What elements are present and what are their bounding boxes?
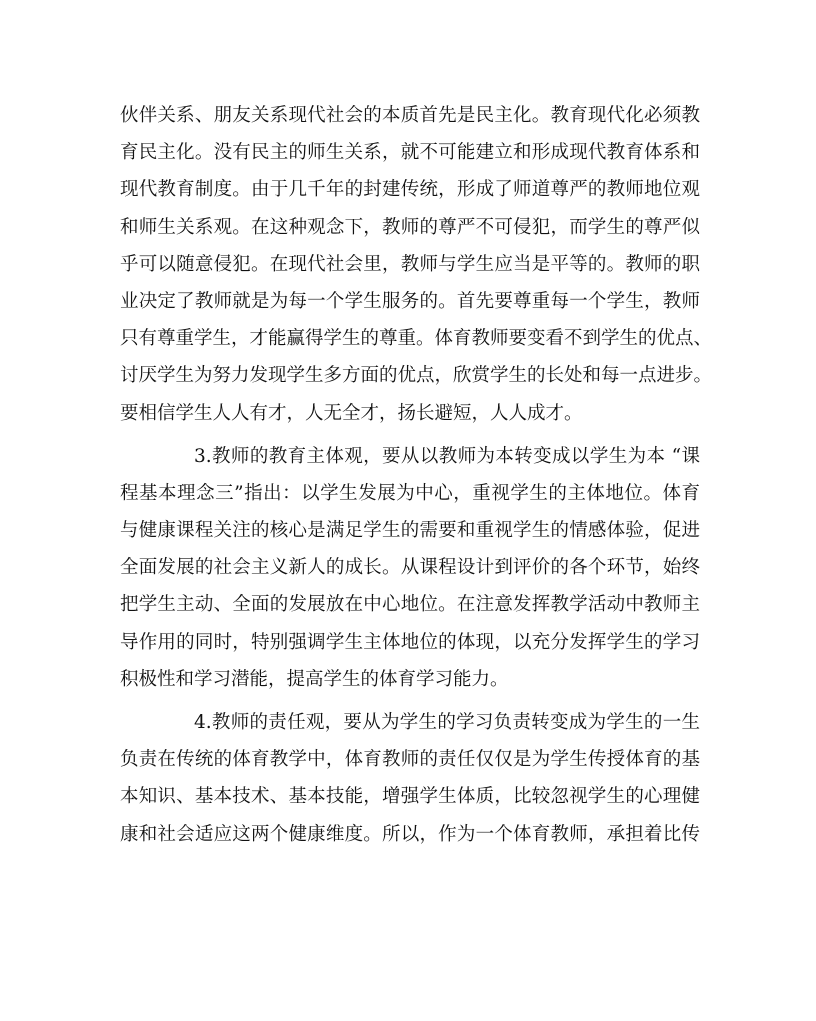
- paragraph-line: 与健康课程关注的核心是满足学生的需要和重视学生的情感体验，促进: [120, 520, 700, 542]
- paragraph-line: 伙伴关系、朋友关系现代社会的本质首先是民主化。教育现代化必须教: [120, 105, 700, 126]
- paragraph-line: 负责在传统的体育教学中，体育教师的责任仅仅是为学生传授体育的基: [120, 749, 700, 771]
- paragraph-line: 只有尊重学生，才能赢得学生的尊重。体育教师要变看不到学生的优点、: [120, 328, 713, 350]
- paragraph-line: 讨厌学生为努力发现学生多方面的优点，欣赏学生的长处和每一点进步。: [120, 365, 713, 387]
- paragraph-line: 要相信学生人人有才，人无全才，扬长避短，人人成才。: [120, 402, 583, 424]
- paragraph-heading-line: 4.教师的责任观，要从为学生的学习负责转变成为学生的一生: [194, 712, 700, 733]
- paragraph-line: 把学生主动、全面的发展放在中心地位。在注意发挥教学活动中教师主: [120, 594, 700, 616]
- paragraph-heading-line: 3.教师的教育主体观，要从以教师为本转变成以学生为本 “课: [194, 445, 700, 467]
- paragraph-line: 全面发展的社会主义新人的成长。从课程设计到评价的各个环节，始终: [120, 557, 700, 579]
- paragraph-line: 导作用的同时，特别强调学生主体地位的体现，以充分发挥学生的学习: [120, 631, 700, 653]
- paragraph-line: 本知识、基本技术、基本技能，增强学生体质，比较忽视学生的心理健: [120, 786, 700, 808]
- paragraph-line: 业决定了教师就是为每一个学生服务的。首先要尊重每一个学生，教师: [120, 290, 700, 312]
- document-body: [120, 97, 713, 853]
- paragraph-line: 积极性和学习潜能，提高学生的体育学习能力。: [120, 668, 509, 690]
- paragraph-line: 现代教育制度。由于几千年的封建传统，形成了师道尊严的教师地位观: [120, 179, 700, 201]
- paragraph-line: 乎可以随意侵犯。在现代社会里，教师与学生应当是平等的。教师的职: [120, 253, 700, 275]
- paragraph-line: 程基本理念三”指出：以学生发展为中心，重视学生的主体地位。体育: [120, 482, 700, 504]
- paragraph-line: 和师生关系观。在这种观念下，教师的尊严不可侵犯，而学生的尊严似: [120, 216, 700, 238]
- paragraph-line: 康和社会适应这两个健康维度。所以，作为一个体育教师，承担着比传: [120, 823, 700, 845]
- paragraph-line: 育民主化。没有民主的师生关系，就不可能建立和形成现代教育体系和: [120, 142, 700, 164]
